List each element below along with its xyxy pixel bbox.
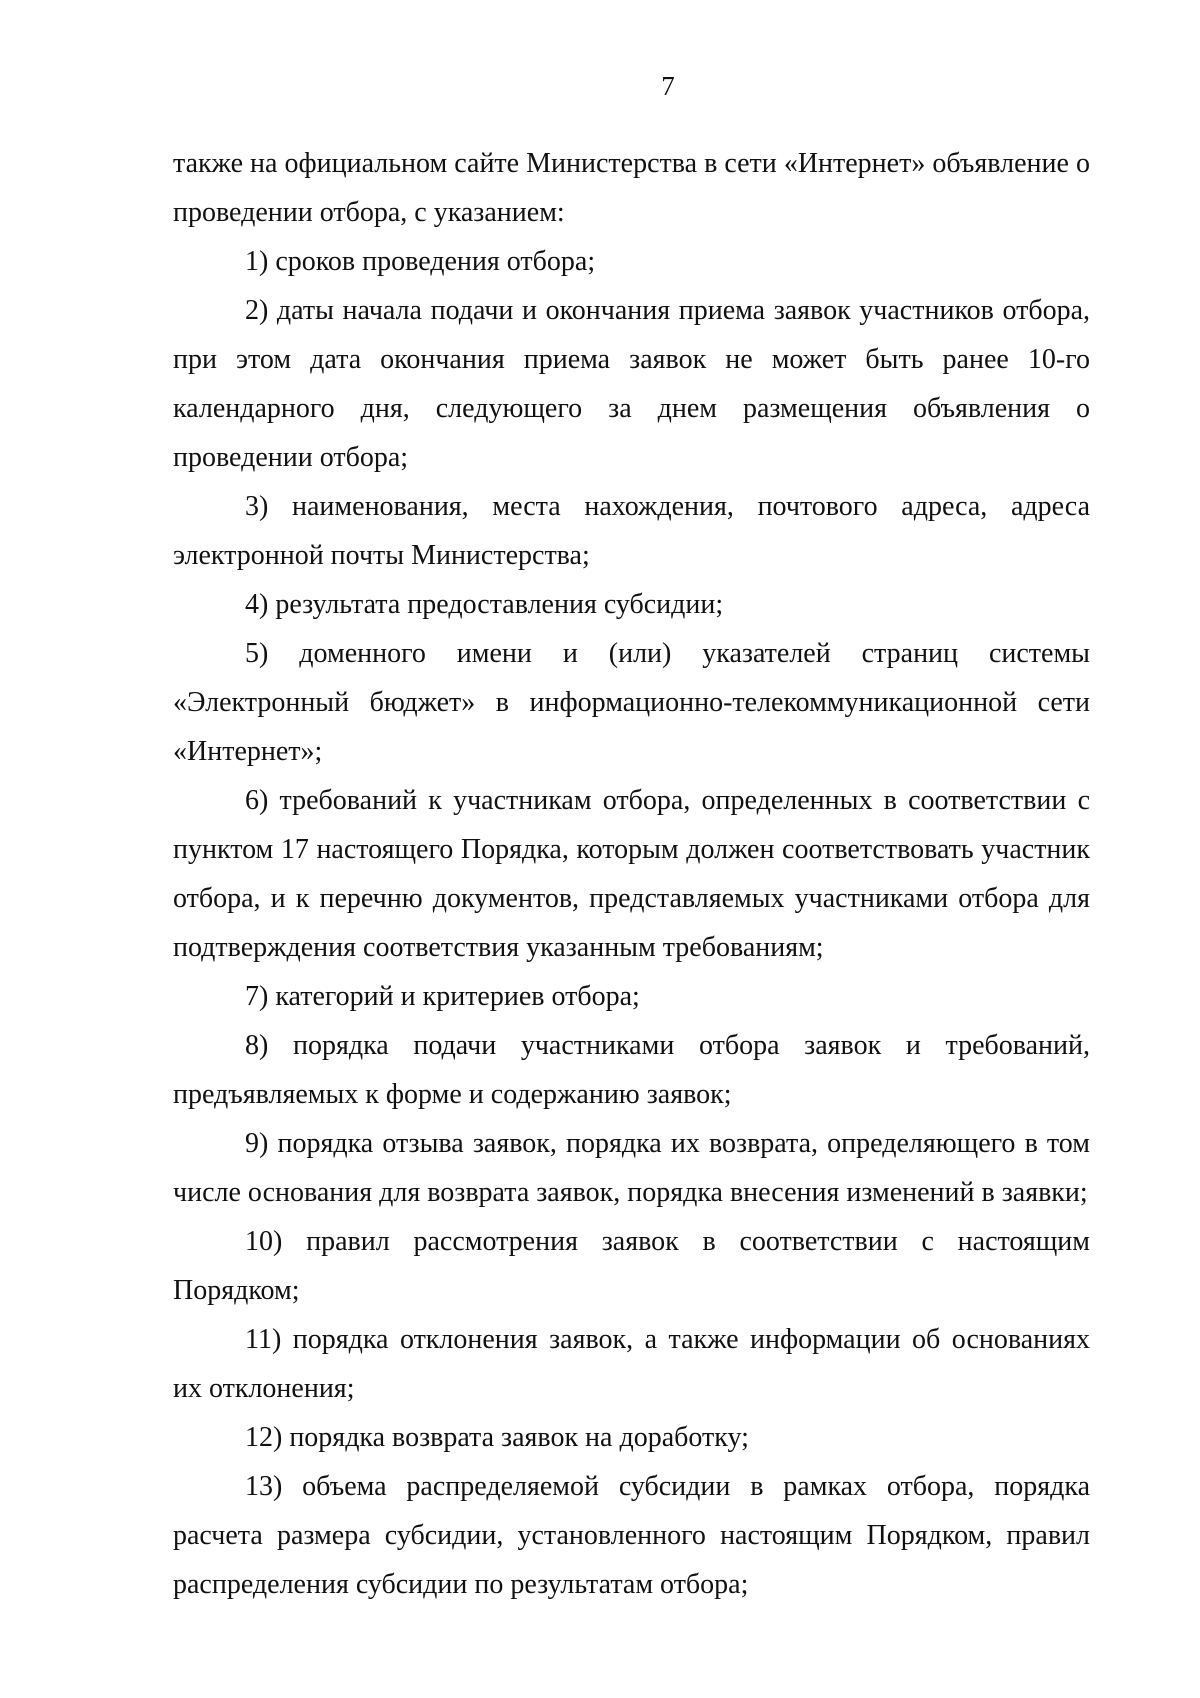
page-number: 7 bbox=[661, 71, 675, 101]
list-item-11: 11) порядка отклонения заявок, а также информации об основаниях их отклонения; bbox=[173, 1324, 1090, 1404]
paragraph-intro: также на официальном сайте Министерства в сети «Интернет» объявление о проведении отбора, с указанием: bbox=[173, 148, 1090, 228]
list-item-2: 2) даты начала подачи и окончания приема заявок участников отбора, при этом дата окончания приема заявок не может быть ранее 10-го календарного дня, следующего за днем размещения объявления о проведении отбора; bbox=[173, 295, 1090, 473]
list-item-6: 6) требований к участникам отбора, определенных в соответствии с пунктом 17 настоящего Порядка, которым должен соответствовать участник отбора, и к перечню документов, представляемых участниками отбора для подтверждения соответствия указанным требованиям; bbox=[173, 785, 1090, 963]
list-item-12: 12) порядка возврата заявок на доработку; bbox=[245, 1422, 749, 1453]
list-item-3: 3) наименования, места нахождения, почтового адреса, адреса электронной почты Министерства; bbox=[173, 491, 1090, 571]
list-item-5: 5) доменного имени и (или) указателей страниц системы «Электронный бюджет» в информационно-телекоммуникационной сети «Интернет»; bbox=[173, 638, 1090, 767]
list-item-10: 10) правил рассмотрения заявок в соответствии с настоящим Порядком; bbox=[173, 1226, 1090, 1306]
document-body bbox=[173, 139, 1090, 1609]
list-item-8: 8) порядка подачи участниками отбора заявок и требований, предъявляемых к форме и содержанию заявок; bbox=[173, 1030, 1090, 1110]
list-item-9: 9) порядка отзыва заявок, порядка их возврата, определяющего в том числе основания для возврата заявок, порядка внесения изменений в заявки; bbox=[173, 1128, 1090, 1208]
list-item-4: 4) результата предоставления субсидии; bbox=[245, 589, 724, 620]
list-item-1: 1) сроков проведения отбора; bbox=[245, 246, 596, 277]
list-item-13: 13) объема распределяемой субсидии в рамках отбора, порядка расчета размера субсидии, установленного настоящим Порядком, правил распределения субсидии по результатам отбора; bbox=[173, 1471, 1090, 1600]
list-item-7: 7) категорий и критериев отбора; bbox=[245, 981, 640, 1012]
